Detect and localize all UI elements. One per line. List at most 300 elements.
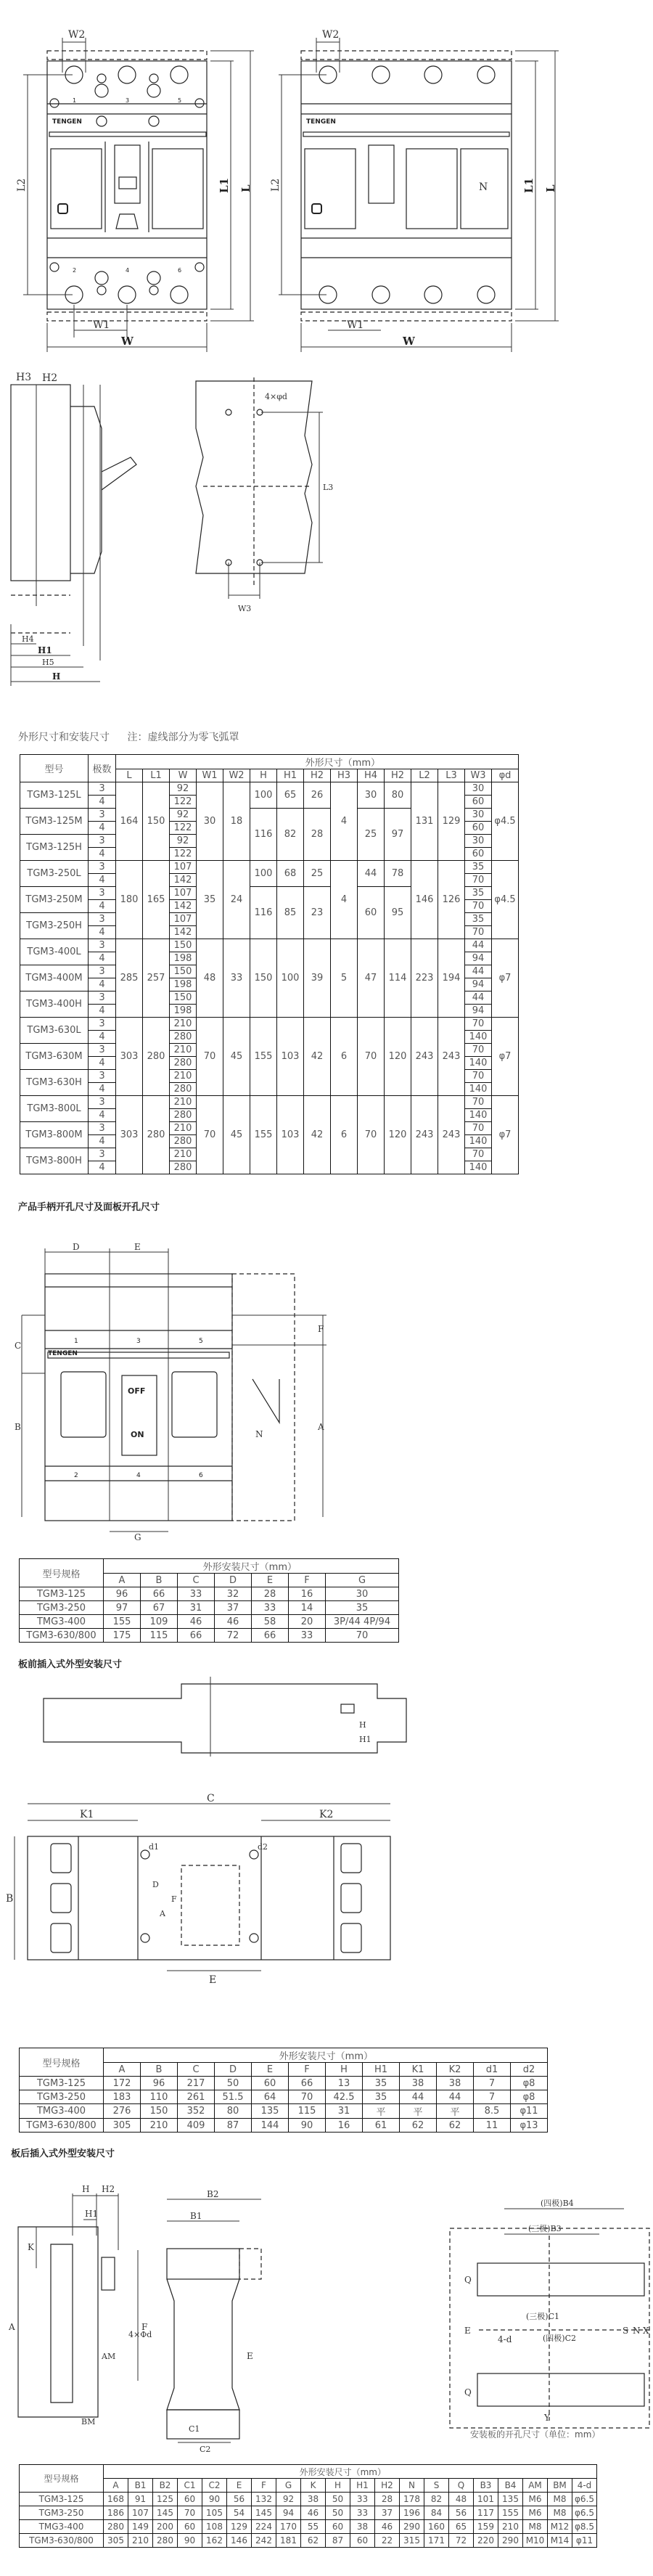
header-col: K: [301, 2479, 326, 2493]
value-cell: 33: [350, 2493, 375, 2506]
cell-W3: 60: [465, 796, 492, 809]
value-cell: 61: [363, 2119, 400, 2133]
cell-L1: 257: [143, 939, 170, 1018]
cell-W: 142: [170, 874, 197, 887]
value-cell: 352: [178, 2104, 215, 2119]
cell-W: 280: [170, 1031, 197, 1044]
rear-mount-drawing: [0, 2170, 653, 2454]
cell-W: 280: [170, 1057, 197, 1070]
value-cell: 175: [104, 1629, 141, 1643]
table-row: [20, 2090, 548, 2104]
cell-H: 116: [250, 809, 277, 861]
dim-h2: H2: [42, 372, 58, 384]
cell-W1: 70: [197, 1018, 223, 1096]
model-name: TMG3-400: [20, 1615, 104, 1629]
poles-cell: 4: [89, 822, 116, 835]
hole-label-s4: 4×Φd: [128, 2330, 152, 2339]
value-cell: 31: [178, 1601, 215, 1615]
cell-L: 164: [116, 782, 143, 861]
section3-heading: 板前插入式外型安装尺寸: [18, 1659, 123, 1670]
cell-H4: 25: [358, 809, 385, 861]
cell-W3: 30: [465, 809, 492, 822]
header-col: C1: [178, 2479, 202, 2493]
dim-b-s3: B: [6, 1893, 14, 1905]
cell-L2: 146: [411, 861, 438, 939]
dim-h2-s4: H2: [102, 2184, 115, 2194]
header-col: Q: [449, 2479, 474, 2493]
value-cell: 38: [400, 2077, 437, 2090]
header-col: H1: [363, 2063, 400, 2077]
terminal-6-s2: 6: [199, 1472, 203, 1479]
cell-H2: 25: [304, 861, 331, 887]
dim-k1: K1: [80, 1809, 94, 1820]
dim-w-4p: W: [403, 335, 415, 348]
terminal-2-s2: 2: [74, 1472, 78, 1479]
cell-H3: 6: [331, 1018, 358, 1096]
poles-cell: 3: [89, 1070, 116, 1083]
value-cell: 48: [449, 2493, 474, 2506]
terminal-1-s2: 1: [74, 1338, 78, 1345]
poles-cell: 4: [89, 1109, 116, 1122]
cell-H3: 4: [331, 861, 358, 939]
value-cell: 13: [326, 2077, 363, 2090]
front-mount-top-view: [0, 1793, 653, 2011]
header-col: S: [424, 2479, 449, 2493]
value-cell: 181: [276, 2534, 301, 2548]
header-col: K2: [437, 2063, 474, 2077]
model-name: TMG3-400: [20, 2520, 104, 2534]
header-col: L: [116, 769, 143, 782]
cell-W2: 45: [223, 1018, 250, 1096]
value-cell: 125: [153, 2493, 178, 2506]
front-mount-top-drawing: [0, 1793, 653, 2011]
side-dimension-lines: [0, 595, 116, 682]
value-cell: M14: [548, 2534, 572, 2548]
value-cell: 72: [215, 1629, 252, 1643]
dim-q-top: Q: [464, 2275, 472, 2285]
value-cell: 14: [289, 1601, 326, 1615]
header-col: C: [178, 1574, 215, 1587]
value-cell: 37: [375, 2506, 400, 2520]
dim-s: S: [623, 2326, 629, 2336]
value-cell: 51.5: [215, 2090, 252, 2104]
value-cell: 50: [215, 2077, 252, 2090]
value-cell: 70: [289, 2090, 326, 2104]
value-cell: 210: [498, 2520, 523, 2534]
table-row: [20, 2119, 548, 2133]
dim-h1-s3: H1: [359, 1735, 371, 1744]
value-cell: 168: [104, 2493, 128, 2506]
poles-cell: 4: [89, 1031, 116, 1044]
cell-H1: 82: [277, 809, 304, 861]
terminal-6: 6: [178, 267, 182, 274]
value-cell: 84: [424, 2506, 449, 2520]
header-model: 型号规格: [20, 1559, 104, 1587]
cell-L: 285: [116, 939, 143, 1018]
cell-W: 198: [170, 952, 197, 965]
cell-H1: 103: [277, 1096, 304, 1174]
cell-d: φ4.5: [492, 782, 519, 861]
value-cell: 平: [363, 2104, 400, 2119]
value-cell: 171: [424, 2534, 449, 2548]
value-cell: 28: [252, 1587, 289, 1601]
off-label: OFF: [128, 1386, 146, 1396]
value-cell: 3P/44 4P/94: [326, 1615, 399, 1629]
header-col: H1: [277, 769, 304, 782]
dim-h1: H1: [38, 645, 52, 655]
dim-h: H: [52, 671, 61, 682]
value-cell: 91: [128, 2493, 153, 2506]
model-name: TGM3-125: [20, 1587, 104, 1601]
model-name: TGM3-400H: [20, 991, 89, 1018]
value-cell: 42.5: [326, 2090, 363, 2104]
header-col: W2: [223, 769, 250, 782]
cell-L1: 150: [143, 782, 170, 861]
cell-W: 280: [170, 1161, 197, 1174]
dim-g: G: [134, 1532, 141, 1542]
dim-l3: L3: [323, 483, 334, 492]
cell-W3: 140: [465, 1109, 492, 1122]
value-cell: 16: [289, 1587, 326, 1601]
header-col: 4-d: [572, 2479, 597, 2493]
dim-h1-s4: H1: [85, 2209, 99, 2219]
terminal-3: 3: [126, 97, 130, 104]
value-cell: 55: [301, 2520, 326, 2534]
header-col: L3: [438, 769, 465, 782]
header-col: B4: [498, 2479, 523, 2493]
poles-cell: 4: [89, 874, 116, 887]
value-cell: 108: [202, 2520, 227, 2534]
table-row: [20, 2077, 548, 2090]
cell-L: 180: [116, 861, 143, 939]
value-cell: 65: [449, 2520, 474, 2534]
cell-H1: 103: [277, 1018, 304, 1096]
cell-H2: 39: [304, 939, 331, 1018]
value-cell: 96: [141, 2077, 178, 2090]
terminal-5: 5: [178, 97, 182, 104]
header-col: A: [104, 2479, 128, 2493]
value-cell: 305: [104, 2119, 141, 2133]
cell-W2: 33: [223, 939, 250, 1018]
value-cell: 261: [178, 2090, 215, 2104]
value-cell: 172: [104, 2077, 141, 2090]
value-cell: 70: [326, 1629, 399, 1643]
value-cell: 146: [227, 2534, 252, 2548]
poles-cell: 3: [89, 782, 116, 796]
cell-H1: 68: [277, 861, 304, 887]
cell-L: 303: [116, 1018, 143, 1096]
dim-l: L: [239, 184, 252, 192]
dim-h5: H5: [42, 658, 54, 667]
mounting-hole-drawing: [174, 370, 363, 617]
section1-caption: 外形尺寸和安装尺寸: [18, 732, 110, 743]
header-col: C: [178, 2063, 215, 2077]
value-cell: 155: [498, 2506, 523, 2520]
value-cell: φ8: [511, 2077, 548, 2090]
dim-l1-4p: L1: [522, 178, 535, 193]
cell-W1: 48: [197, 939, 223, 1018]
terminal-2: 2: [73, 267, 77, 274]
poles-cell: 4: [89, 796, 116, 809]
value-cell: 平: [437, 2104, 474, 2119]
value-cell: 平: [400, 2104, 437, 2119]
value-cell: M8: [548, 2493, 572, 2506]
terminal-4: 4: [126, 267, 130, 274]
n-label-s2: N: [255, 1429, 263, 1439]
cell-W3: 30: [465, 835, 492, 848]
poles-cell: 4: [89, 1005, 116, 1018]
value-cell: 183: [104, 2090, 141, 2104]
table-row: [20, 1096, 519, 1109]
header-col: N: [400, 2479, 424, 2493]
value-cell: 60: [178, 2520, 202, 2534]
value-cell: 210: [128, 2534, 153, 2548]
value-cell: M8: [523, 2520, 548, 2534]
cell-L1: 280: [143, 1018, 170, 1096]
value-cell: 135: [252, 2104, 289, 2119]
value-cell: 33: [289, 1629, 326, 1643]
cell-W: 280: [170, 1109, 197, 1122]
dim-f-s4: F: [141, 2322, 148, 2332]
handle-cutout-drawing: [0, 1219, 334, 1542]
dim-w2: W2: [68, 29, 86, 41]
cell-W3: 44: [465, 939, 492, 952]
cell-H2: 42: [304, 1018, 331, 1096]
dim-b3: (三极)B3: [528, 2224, 562, 2233]
value-cell: 7: [474, 2077, 511, 2090]
value-cell: 44: [437, 2090, 474, 2104]
terminal-4-s2: 4: [136, 1472, 141, 1479]
value-cell: 90: [289, 2119, 326, 2133]
value-cell: 62: [400, 2119, 437, 2133]
value-cell: 196: [400, 2506, 424, 2520]
model-name: TGM3-400M: [20, 965, 89, 991]
section4-heading: 板后插入式外型安装尺寸: [11, 2148, 115, 2159]
cell-W3: 35: [465, 913, 492, 926]
value-cell: 66: [141, 1587, 178, 1601]
header-col: B3: [474, 2479, 498, 2493]
dim-q-bottom: Q: [464, 2387, 472, 2397]
dim-d1: d1: [149, 1842, 160, 1852]
value-cell: 56: [227, 2493, 252, 2506]
value-cell: 149: [128, 2520, 153, 2534]
poles-cell: 3: [89, 939, 116, 952]
value-cell: 46: [178, 1615, 215, 1629]
cell-W3: 94: [465, 1005, 492, 1018]
value-cell: 60: [350, 2534, 375, 2548]
header-col: F: [289, 1574, 326, 1587]
value-cell: 290: [498, 2534, 523, 2548]
value-cell: 66: [178, 1629, 215, 1643]
header-model: 型号: [20, 755, 89, 782]
value-cell: 162: [202, 2534, 227, 2548]
value-cell: 217: [178, 2077, 215, 2090]
rear-mount-table-wrapper: [19, 2464, 597, 2548]
value-cell: 22: [375, 2534, 400, 2548]
value-cell: 129: [227, 2520, 252, 2534]
header-col: H1: [350, 2479, 375, 2493]
cell-W: 210: [170, 1122, 197, 1135]
front-mount-table: [19, 2048, 548, 2133]
value-cell: 115: [289, 2104, 326, 2119]
model-name: TGM3-250: [20, 2506, 104, 2520]
header-col: d1: [474, 2063, 511, 2077]
cell-H4: 47: [358, 939, 385, 1018]
value-cell: 276: [104, 2104, 141, 2119]
header-col: H2: [375, 2479, 400, 2493]
poles-cell: 3: [89, 861, 116, 874]
header-col: A: [104, 1574, 141, 1587]
header-group: 外形安装尺寸（mm）: [104, 2465, 597, 2479]
value-cell: 66: [289, 2077, 326, 2090]
value-cell: 72: [449, 2534, 474, 2548]
rear-mount-table: [19, 2464, 597, 2548]
dim-n-panel: N: [633, 2326, 641, 2336]
handle-cutout-table-wrapper: [19, 1558, 399, 1643]
cell-H: 150: [250, 939, 277, 1018]
cell-H2: 26: [304, 782, 331, 809]
value-cell: 110: [141, 2090, 178, 2104]
dim-c2-panel: (四极)C2: [543, 2334, 576, 2343]
dim-c1-panel: (三极)C1: [526, 2312, 559, 2321]
header-col: D: [215, 2063, 252, 2077]
value-cell: 70: [178, 2506, 202, 2520]
dim-4d: 4-d: [498, 2334, 512, 2344]
value-cell: M10: [523, 2534, 548, 2548]
value-cell: 105: [202, 2506, 227, 2520]
dimensions-table-wrapper: [20, 754, 519, 1174]
value-cell: 109: [141, 1615, 178, 1629]
cell-H2: 28: [304, 809, 331, 861]
value-cell: 145: [252, 2506, 276, 2520]
cell-L1: 280: [143, 1096, 170, 1174]
value-cell: 16: [326, 2119, 363, 2133]
dim-w2-4p: W2: [322, 29, 340, 41]
cell-L3: 194: [438, 939, 465, 1018]
dim-b: B: [15, 1422, 21, 1432]
cell-H2b: 80: [385, 782, 411, 809]
section1-note: 注：虚线部分为零飞弧罩: [127, 732, 239, 743]
cell-H: 155: [250, 1018, 277, 1096]
value-cell: 87: [215, 2119, 252, 2133]
header-group: 外形安装尺寸（mm）: [104, 1559, 399, 1574]
cell-d: φ7: [492, 939, 519, 1018]
model-name: TGM3-250L: [20, 861, 89, 887]
cell-H2b: 95: [385, 887, 411, 939]
dim-a-s4: A: [9, 2322, 15, 2332]
value-cell: M6: [523, 2506, 548, 2520]
header-col: H: [326, 2063, 363, 2077]
header-col: B1: [128, 2479, 153, 2493]
terminal-3-s2: 3: [136, 1338, 141, 1345]
value-cell: 107: [128, 2506, 153, 2520]
value-cell: 87: [326, 2534, 350, 2548]
value-cell: M8: [548, 2506, 572, 2520]
cell-W3: 70: [465, 1044, 492, 1057]
cell-d: φ4.5: [492, 861, 519, 939]
dim-x: X: [643, 2326, 649, 2336]
cell-W: 210: [170, 1148, 197, 1161]
cell-W1: 35: [197, 861, 223, 939]
cell-H: 116: [250, 887, 277, 939]
terminal-1: 1: [73, 97, 77, 104]
dim-h4: H4: [22, 634, 34, 644]
cell-W: 210: [170, 1096, 197, 1109]
poles-cell: 4: [89, 1135, 116, 1148]
cell-W3: 35: [465, 861, 492, 874]
cell-W: 142: [170, 900, 197, 913]
cell-W3: 70: [465, 1018, 492, 1031]
header-col: E: [252, 2063, 289, 2077]
dim-b2: B2: [207, 2189, 219, 2199]
cell-L3: 243: [438, 1096, 465, 1174]
value-cell: 315: [400, 2534, 424, 2548]
dim-b1: B1: [190, 2211, 202, 2221]
header-col: d2: [511, 2063, 548, 2077]
dim-w1: W1: [93, 319, 110, 331]
value-cell: 38: [301, 2493, 326, 2506]
table-row: [20, 2506, 597, 2520]
brand-label-s2: TENGEN: [48, 1350, 78, 1357]
cell-W3: 70: [465, 926, 492, 939]
cell-W3: 70: [465, 1070, 492, 1083]
cell-W3: 70: [465, 1122, 492, 1135]
cell-W3: 140: [465, 1031, 492, 1044]
table-row: [20, 1018, 519, 1031]
cell-W: 210: [170, 1018, 197, 1031]
cell-L: 303: [116, 1096, 143, 1174]
dim-c2: C2: [200, 2445, 211, 2454]
value-cell: φ8: [511, 2090, 548, 2104]
cell-H2: 42: [304, 1096, 331, 1174]
poles-cell: 4: [89, 900, 116, 913]
cell-W2: 24: [223, 861, 250, 939]
cell-W1: 70: [197, 1096, 223, 1174]
header-model: 型号规格: [20, 2465, 104, 2493]
value-cell: 60: [326, 2520, 350, 2534]
model-name: TGM3-630/800: [20, 2534, 104, 2548]
cell-W: 210: [170, 1070, 197, 1083]
value-cell: 280: [104, 2520, 128, 2534]
model-name: TGM3-125H: [20, 835, 89, 861]
table-row: [20, 1587, 399, 1601]
model-name: TGM3-630M: [20, 1044, 89, 1070]
header-col: D: [215, 1574, 252, 1587]
model-name: TGM3-800L: [20, 1096, 89, 1122]
value-cell: 280: [153, 2534, 178, 2548]
section2-heading: 产品手柄开孔尺寸及面板开孔尺寸: [18, 1202, 160, 1213]
value-cell: 8.5: [474, 2104, 511, 2119]
cell-H4: 70: [358, 1018, 385, 1096]
value-cell: 28: [375, 2493, 400, 2506]
value-cell: φ8.5: [572, 2520, 597, 2534]
header-col: W1: [197, 769, 223, 782]
value-cell: 66: [252, 1629, 289, 1643]
cell-W3: 70: [465, 1148, 492, 1161]
cell-L3: 129: [438, 782, 465, 861]
cell-W3: 140: [465, 1057, 492, 1070]
dim-f-s3: F: [171, 1894, 177, 1904]
cell-H: 100: [250, 861, 277, 887]
value-cell: 132: [252, 2493, 276, 2506]
value-cell: 35: [326, 1601, 399, 1615]
cell-W3: 140: [465, 1083, 492, 1096]
table-row: [20, 2493, 597, 2506]
cell-W2: 45: [223, 1096, 250, 1174]
cell-H: 155: [250, 1096, 277, 1174]
cell-H1: 100: [277, 939, 304, 1018]
brand-label: TENGEN: [52, 118, 82, 126]
